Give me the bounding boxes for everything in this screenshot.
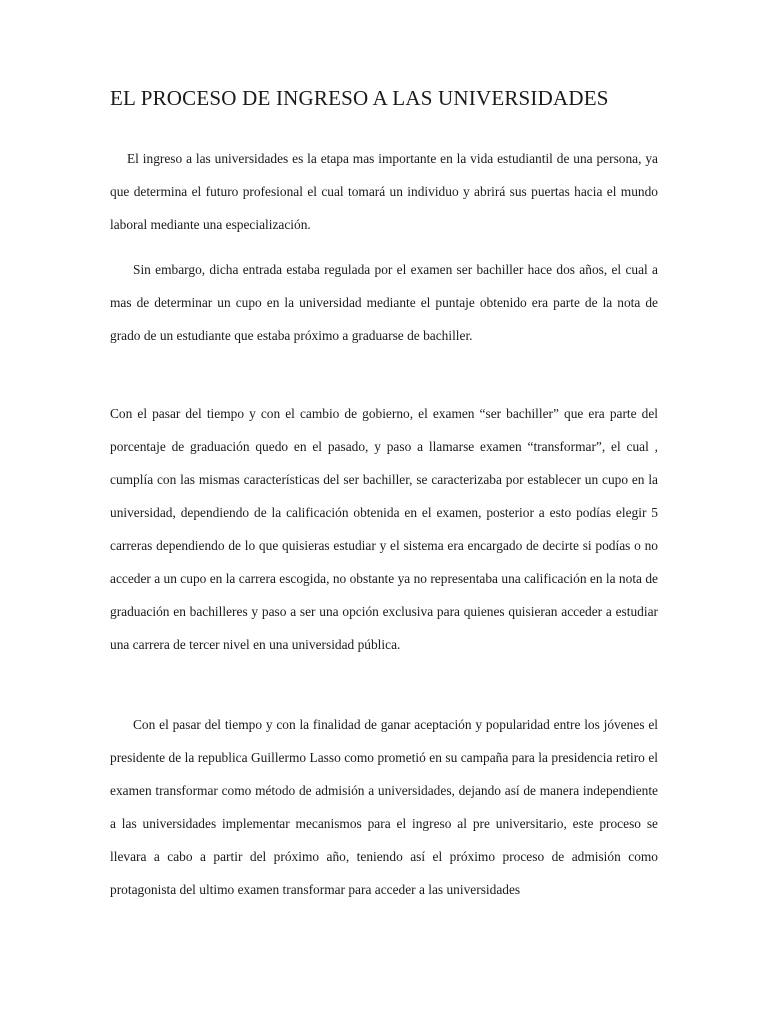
paragraph-4: Con el pasar del tiempo y con la finalidad de ganar aceptación y popularidad entre los jóvenes el presidente de la republica Guillermo Lasso como prometió en su campaña para la presidencia retiro el examen transformar como método de admisión a universidades, dejando así de manera independiente a las universidades implementar mecanismos para el ingreso al pre universitario, este proceso se llevara a cabo a partir del próximo año, teniendo así el próximo proceso de admisión como protagonista del ultimo examen transformar para acceder a las universidades xyxy=(110,717,658,897)
paragraph-3: Con el pasar del tiempo y con el cambio de gobierno, el examen “ser bachiller” que era parte del porcentaje de graduación quedo en el pasado, y paso a llamarse examen “transformar”, el cual , cumplía con las mismas características del ser bachiller, se caracterizaba por establecer un cupo en la universidad, dependiendo de la calificación obtenida en el examen, posterior a esto podías elegir 5 carreras dependiendo de lo que quisieras estudiar y el sistema era encargado de decirte si podías o no acceder a un cupo en la carrera escogida, no obstante ya no representaba una calificación en la nota de graduación en bachilleres y paso a ser una opción exclusiva para quienes quisieran acceder a estudiar una carrera de tercer nivel en una universidad pública. xyxy=(110,406,658,652)
paragraph-2: Sin embargo, dicha entrada estaba regulada por el examen ser bachiller hace dos años, el cual a mas de determinar un cupo en la universidad mediante el puntaje obtenido era parte de la nota de grado de un estudiante que estaba próximo a graduarse de bachiller. xyxy=(110,262,658,343)
document-title: EL PROCESO DE INGRESO A LAS UNIVERSIDADES xyxy=(110,86,609,110)
paragraph-1: El ingreso a las universidades es la etapa mas importante en la vida estudiantil de una persona, ya que determina el futuro profesional el cual tomará un individuo y abrirá sus puertas hacia el mundo laboral mediante una especialización. xyxy=(110,151,658,232)
